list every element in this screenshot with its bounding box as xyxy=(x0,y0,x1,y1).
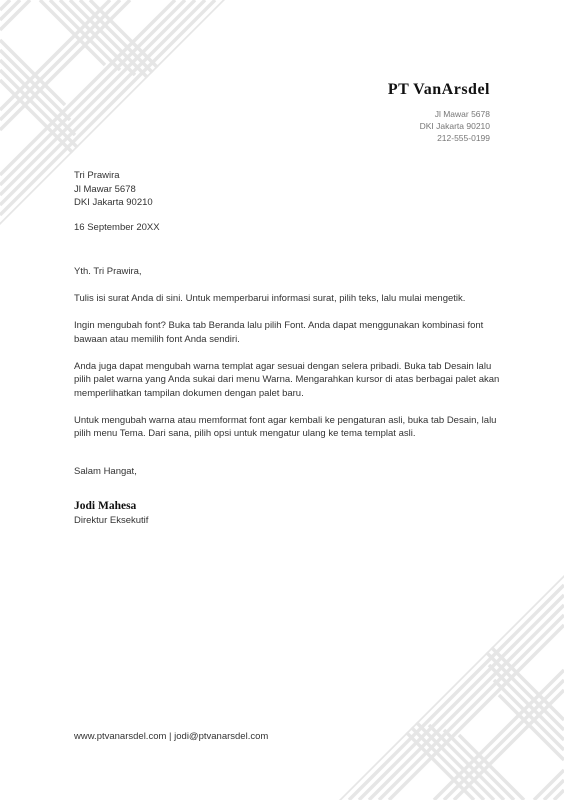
recipient-block xyxy=(74,169,153,210)
sender-city: DKI Jakarta 90210 xyxy=(419,121,490,131)
recipient-name: Tri Prawira xyxy=(74,170,120,181)
sender-street: Jl Mawar 5678 xyxy=(434,109,490,119)
sender-header xyxy=(388,80,490,144)
body-paragraph: Untuk mengubah warna atau memformat font agar kembali ke pengaturan asli, buka tab Desain, lalu pilih menu Tema. Dari sana, pilih opsi untuk mengatur ulang ke tema templat asli. xyxy=(74,414,497,439)
body-paragraph: Anda juga dapat mengubah warna templat agar sesuai dengan selera pribadi. Buka tab Desain lalu pilih palet warna yang Anda sukai dari menu Warna. Mengarahkan kursor di atas berbagai palet akan memperlihatkan tampilan dokumen dengan palet baru. xyxy=(74,360,500,399)
letter-date: 16 September 20XX xyxy=(74,222,160,233)
body-paragraph: Tulis isi surat Anda di sini. Untuk memperbarui informasi surat, pilih teks, lalu mulai mengetik. xyxy=(74,293,466,304)
sender-phone: 212-555-0199 xyxy=(437,133,490,143)
footer-contact: www.ptvanarsdel.com | jodi@ptvanarsdel.com xyxy=(74,731,269,742)
closing: Salam Hangat, xyxy=(74,466,137,477)
company-name: PT VanArsdel xyxy=(387,81,490,98)
signature-title: Direktur Eksekutif xyxy=(74,515,149,526)
letter-body xyxy=(74,265,504,454)
recipient-street: Jl Mawar 5678 xyxy=(74,183,136,195)
body-paragraph: Ingin mengubah font? Buka tab Beranda lalu pilih Font. Anda dapat menggunakan kombinasi font bawaan atau memilih font Anda sendiri. xyxy=(74,320,484,345)
recipient-city: DKI Jakarta 90210 xyxy=(74,197,153,208)
salutation: Yth. Tri Prawira, xyxy=(74,266,142,277)
signature-name: Jodi Mahesa xyxy=(74,500,137,512)
